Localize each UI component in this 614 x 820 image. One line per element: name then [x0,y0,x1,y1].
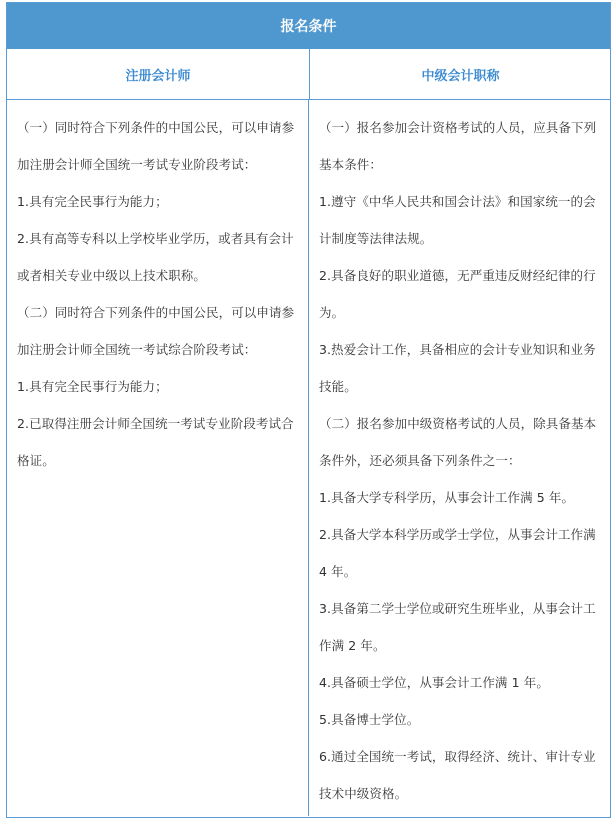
cpa-paragraph: 1.具有完全民事行为能力； [17,194,168,209]
table-title: 报名条件 [7,3,610,49]
cpa-paragraph: 1.具有完全民事行为能力； [17,379,168,394]
intermediate-paragraph: 2.具备大学本科学历或学士学位，从事会计工作满 4 年。 [319,527,596,579]
cpa-paragraph: （二）同时符合下列条件的中国公民，可以申请参加注册会计师全国统一考试综合阶段考试： [17,305,295,357]
intermediate-requirements-cell [309,100,610,816]
intermediate-paragraph: 2.具备良好的职业道德，无严重违反财经纪律的行为。 [319,268,596,320]
column-header-cpa: 注册会计师 [7,49,310,99]
intermediate-paragraph: 3.具备第二学士学位或研究生班毕业，从事会计工作满 2 年。 [319,601,596,653]
cpa-paragraph: 2.已取得注册会计师全国统一考试专业阶段考试合格证。 [17,416,294,468]
intermediate-paragraph: 6.通过全国统一考试，取得经济、统计、审计专业技术中级资格。 [319,749,596,801]
cpa-requirements-cell [7,100,309,816]
intermediate-paragraph: 3.热爱会计工作，具备相应的会计专业知识和业务技能。 [319,342,596,394]
intermediate-paragraph: 4.具备硕士学位，从事会计工作满 1 年。 [319,675,549,690]
column-header-intermediate-accountant: 中级会计职称 [421,68,500,84]
intermediate-paragraph: 5.具备博士学位。 [319,712,420,727]
table-header-row [7,49,610,100]
cpa-paragraph: （一）同时符合下列条件的中国公民，可以申请参加注册会计师全国统一考试专业阶段考试： [17,120,295,172]
intermediate-paragraph: （一）报名参加会计资格考试的人员，应具备下列基本条件： [319,120,597,172]
intermediate-paragraph: 1.遵守《中华人民共和国会计法》和国家统一的会计制度等法律法规。 [319,194,596,246]
table-body-row [7,100,610,816]
intermediate-paragraph: 1.具备大学专科学历，从事会计工作满 5 年。 [319,490,575,505]
cpa-paragraph: 2.具有高等专科以上学校毕业学历，或者具有会计或者相关专业中级以上技术职称。 [17,231,294,283]
requirements-table [6,2,611,818]
intermediate-paragraph: （二）报名参加中级资格考试的人员，除具备基本条件外，还必须具备下列条件之一： [319,416,597,468]
